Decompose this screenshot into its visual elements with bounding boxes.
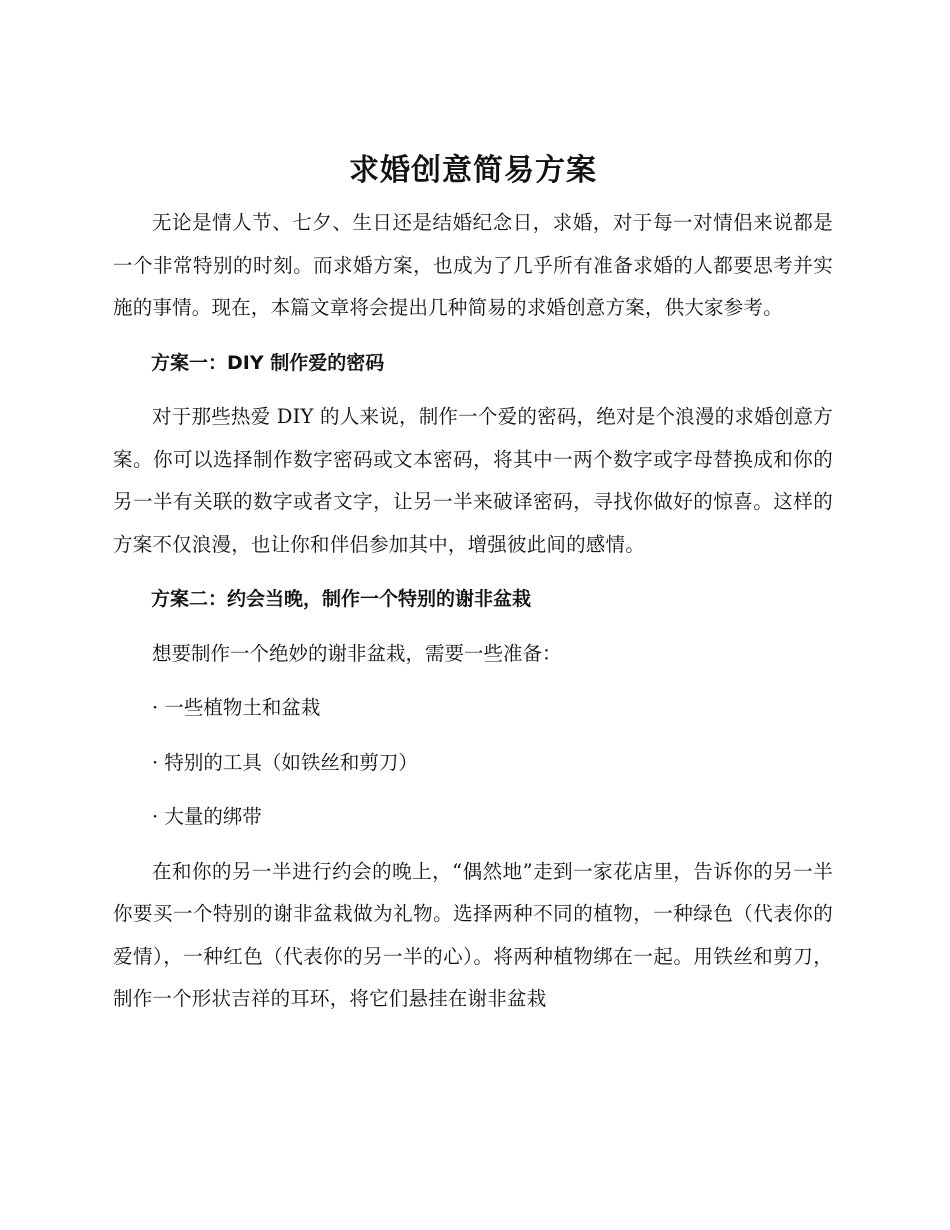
- spacer: [113, 675, 833, 687]
- spacer: [113, 839, 833, 851]
- plan1-heading: 方案一：DIY 制作爱的密码: [151, 351, 385, 374]
- spacer: [113, 566, 833, 578]
- intro-paragraph: 无论是情人节、七夕、生日还是结婚纪念日，求婚，对于每一对情侣来说都是一个非常特别的时刻。而求婚方案，也成为了几乎所有准备求婚的人都要思考并实施的事情。现在，本篇文章将会提出几种简易的求婚创意方案，供大家参考。: [113, 211, 833, 319]
- spacer: [113, 384, 833, 396]
- list-item: · 特别的工具（如铁丝和剪刀）: [152, 750, 418, 774]
- list-item: · 一些植物土和盆栽: [152, 696, 321, 719]
- plan1-body: 对于那些热爱 DIY 的人来说，制作一个爱的密码，绝对是个浪漫的求婚创意方案。你可以选择制作数字密码或文本密码，将其中一两个数字或字母替换成和你的另一半有关联的数字或者文字，让另一半来破译密码，寻找你做好的惊喜。这样的方案不仅浪漫，也让你和伴侣参加其中，增强彼此间的感情。: [113, 405, 833, 556]
- plan2-body: 在和你的另一半进行约会的晚上，“偶然地”走到一家花店里，告诉你的另一半你要买一个特别的谢非盆栽做为礼物。选择两种不同的植物，一种绿色（代表你的爱情），一种红色（代表你的另一半的心）。将两种植物绑在一起。用铁丝和剪刀，制作一个形状吉祥的耳环，将它们悬挂在谢非盆栽: [113, 859, 833, 1010]
- spacer: [113, 621, 833, 633]
- spacer: [113, 330, 833, 342]
- document-title: 求婚创意简易方案: [349, 153, 597, 188]
- spacer: [113, 730, 833, 742]
- list-item: · 大量的绑带: [152, 805, 262, 828]
- document-content: [113, 148, 833, 1021]
- plan2-heading: 方案二：约会当晚，制作一个特别的谢非盆栽: [151, 588, 532, 610]
- spacer: [113, 784, 833, 796]
- plan2-lead: 想要制作一个绝妙的谢非盆栽，需要一些准备：: [152, 641, 562, 665]
